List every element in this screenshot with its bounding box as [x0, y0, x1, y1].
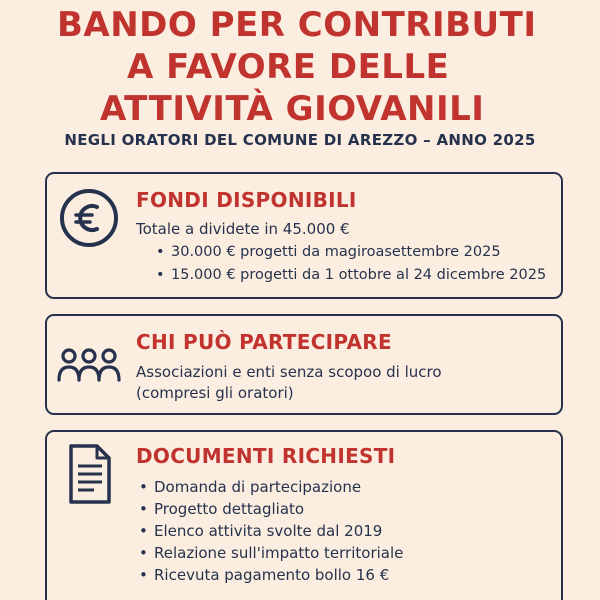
list-item: • Progetto dettagliato — [136, 498, 403, 520]
documents-body — [136, 476, 403, 586]
participants-heading: CHI PUÒ PARTECIPARE — [136, 330, 392, 354]
participants-card — [45, 314, 563, 415]
title-line-3: ATTIVITÀ GIOVANILI — [100, 89, 485, 129]
page-title — [0, 4, 600, 130]
list-item: • 15.000 € progetti da 1 ottobre al 24 dicembre 2025 — [153, 264, 546, 287]
participants-line-1: Associazioni e enti senza scopoo di lucro — [136, 363, 442, 381]
funds-heading: FONDI DISPONIBILI — [136, 188, 357, 212]
subtitle: NEGLI ORATORI DEL COMUNE DI AREZZO – ANNO 2025 — [64, 131, 536, 149]
list-item: • Ricevuta pagamento bollo 16 € — [136, 564, 403, 586]
funds-list — [153, 241, 546, 287]
euro-icon — [57, 186, 121, 250]
funds-card — [45, 172, 563, 299]
funds-body — [136, 219, 546, 287]
documents-card — [45, 430, 563, 600]
documents-heading: DOCUMENTI RICHIESTI — [136, 444, 396, 468]
funds-total: Totale a dividete in 45.000 € — [136, 220, 350, 238]
list-item: • Relazione sull'impatto territoriale — [136, 542, 403, 564]
participants-line-2: (compresi gli oratori) — [136, 384, 294, 402]
list-item: • Elenco attivita svolte dal 2019 — [136, 520, 403, 542]
document-icon — [67, 442, 113, 506]
documents-list — [136, 476, 403, 586]
participants-body — [136, 362, 442, 404]
list-item: • Domanda di partecipazione — [136, 476, 403, 498]
people-group-icon — [57, 334, 121, 398]
title-line-2: A FAVORE DELLE — [127, 47, 450, 87]
list-item: • 30.000 € progetti da magiroasettembre 2025 — [153, 241, 546, 264]
title-line-1: BANDO PER CONTRIBUTI — [57, 5, 537, 45]
